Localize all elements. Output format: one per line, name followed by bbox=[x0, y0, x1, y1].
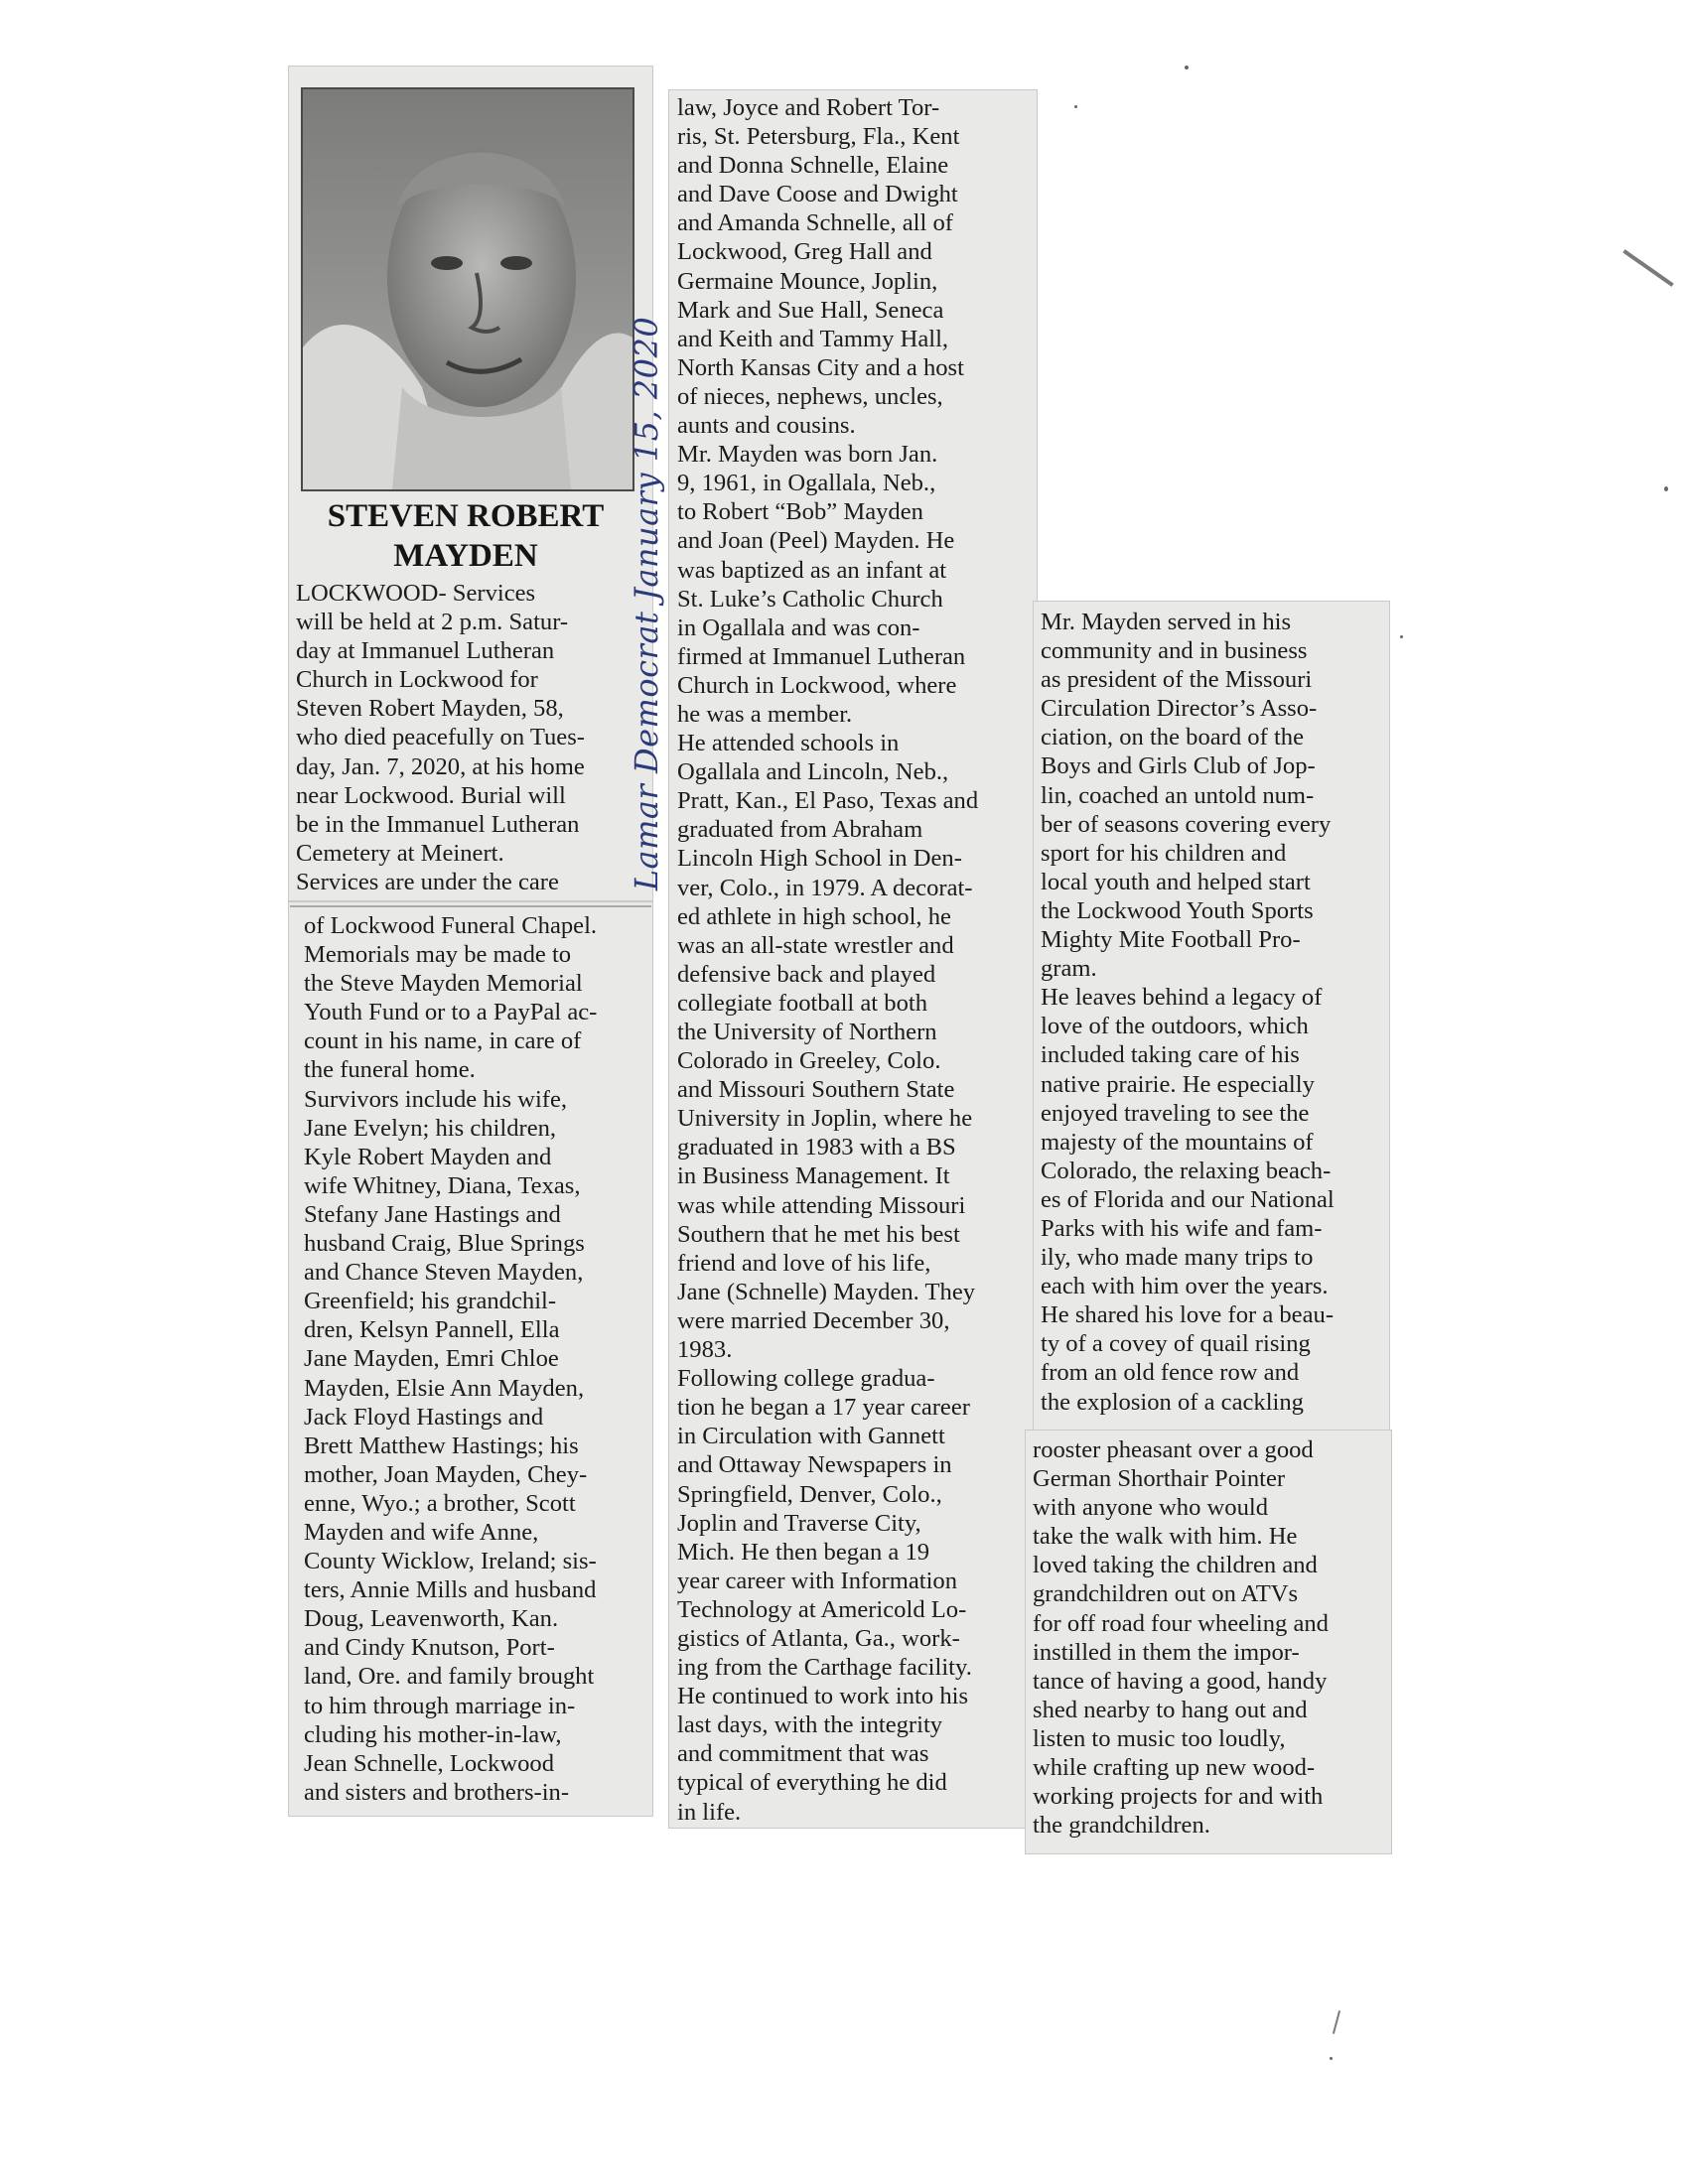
scan-speck bbox=[1400, 635, 1403, 638]
name-line-1: STEVEN ROBERT bbox=[327, 498, 605, 534]
column-1-opening: LOCKWOOD- Services will be held at 2 p.m. Satur- day at Immanuel Lutheran Church in Lockwood for Steven Robert Mayden, 58, who died peacefully on Tues- day, Jan. 7, 2020, at his home near Lockwood. Burial will be in the Immanuel Lutheran Cemetery at Meinert. Services are under the care bbox=[296, 580, 585, 895]
scan-speck bbox=[1185, 66, 1189, 69]
column-3-bottom: rooster pheasant over a good German Shorthair Pointer with anyone who would take the walk with him. He loved taking the children and grandchildren out on ATVs for off road four wheeling and instilled in them the impor- tance of having a good, handy shed nearby to hang out and listen to music too loudly, while crafting up new wood- working projects for and with the grandchildren. bbox=[1033, 1436, 1329, 1840]
cut-line bbox=[290, 905, 651, 907]
column-3-top: Mr. Mayden served in his community and in business as president of the Missouri Circulation Director’s Asso- ciation, on the board of the Boys and Girls Club of Jop- lin, coached an untold num- ber of seasons covering every sport for his children and local youth and helped start the Lockwood Youth Sports Mighty Mite Football Pro- gram. He leaves behind a legacy of love of the outdoors, which included taking care of his native prairie. He especially enjoyed traveling to see the majesty of the mountains of Colorado, the relaxing beach- es of Florida and our National Parks with his wife and fam- ily, who made many trips to each with him over the years. He shared his love for a beau- ty of a covey of quail rising from an old fence row and the explosion of a cackling bbox=[1041, 609, 1335, 1416]
scan-mark bbox=[1622, 249, 1673, 287]
column-1-continued: of Lockwood Funeral Chapel. Memorials may be made to the Steve Mayden Memorial Youth Fund or to a PayPal ac- count in his name, in care of the funeral home. Survivors include his wife, Jane Evelyn; his children, Kyle Robert Mayden and wife Whitney, Diana, Texas, Stefany Jane Hastings and husband Craig, Blue Springs and Chance Steven Mayden, Greenfield; his grandchil- dren, Kelsyn Pannell, Ella Jane Mayden, Emri Chloe Mayden, Elsie Ann Mayden, Jack Floyd Hastings and Brett Matthew Hastings; his mother, Joan Mayden, Chey- enne, Wyo.; a brother, Scott Mayden and wife Anne, County Wicklow, Ireland; sis- ters, Annie Mills and husband Doug, Leavenworth, Kan. and Cindy Knutson, Port- land, Ore. and family brought to him through marriage in- cluding his mother-in-law, Jean Schnelle, Lockwood and sisters and brothers-in- bbox=[304, 912, 598, 1806]
column-2: law, Joyce and Robert Tor- ris, St. Petersburg, Fla., Kent and Donna Schnelle, Elaine and Dave Coose and Dwight and Amanda Schnelle, all of Lockwood, Greg Hall and Germaine Mounce, Joplin, Mark and Sue Hall, Seneca and Keith and Tammy Hall, North Kansas City and a host of nieces, nephews, uncles, aunts and cousins. Mr. Mayden was born Jan. 9, 1961, in Ogallala, Neb., to Robert “Bob” Mayden and Joan (Peel) Mayden. He was baptized as an infant at St. Luke’s Catholic Church in Ogallala and was con- firmed at Immanuel Lutheran Church in Lockwood, where he was a member. He attended schools in Ogallala and Lincoln, Neb., Pratt, Kan., El Paso, Texas and graduated from Abraham Lincoln High School in Den- ver, Colo., in 1979. A decorat- ed athlete in high school, he was an all-state wrestler and defensive back and played collegiate football at both the University of Northern Colorado in Greeley, Colo. and Missouri Southern State University in Joplin, where he graduated in 1983 with a BS in Business Management. It was while attending Missouri Southern that he met his best friend and love of his life, Jane (Schnelle) Mayden. They were married December 30, 1983. Following college gradua- tion he began a 17 year career in Circulation with Gannett and Ottaway Newspapers in Springfield, Denver, Colo., Joplin and Traverse City, Mich. He then began a 19 year career with Information Technology at Americold Lo- gistics of Atlanta, Ga., work- ing from the Carthage facility. He continued to work into his last days, with the integrity and commitment that was typical of everything he did in life. bbox=[677, 94, 979, 1826]
scan-speck bbox=[1074, 105, 1077, 108]
portrait-photo bbox=[301, 87, 634, 491]
scan-speck bbox=[1330, 2057, 1333, 2060]
obituary-name bbox=[294, 496, 637, 576]
name-line-2: MAYDEN bbox=[393, 538, 538, 574]
handwritten-note-text: Lamar Democrat January 15, 2020 bbox=[628, 316, 665, 891]
scan-speck bbox=[1664, 486, 1668, 491]
scan-mark bbox=[1333, 2010, 1340, 2034]
portrait-image bbox=[303, 89, 633, 489]
